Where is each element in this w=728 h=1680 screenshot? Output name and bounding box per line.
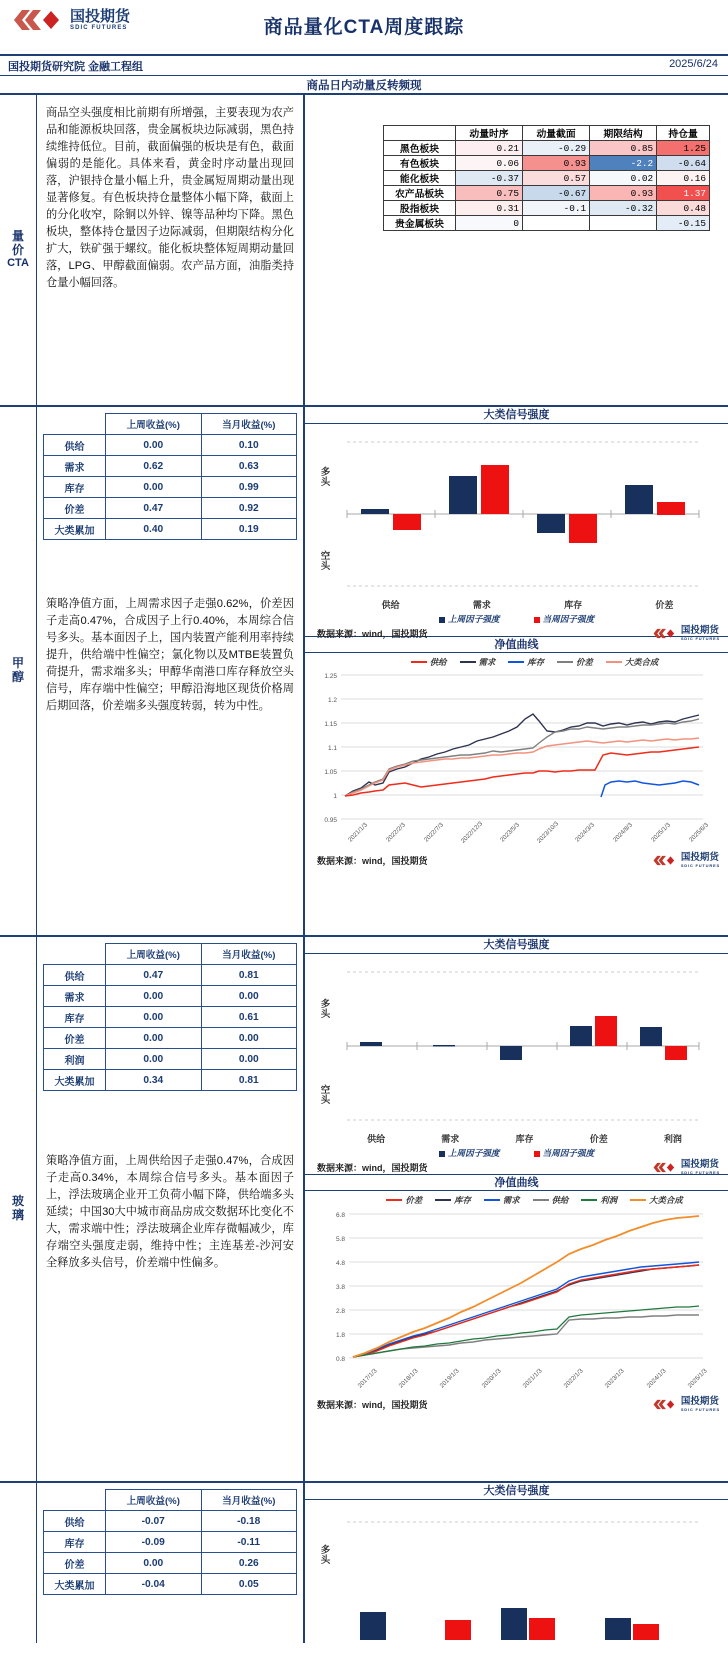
section-category-label — [0, 95, 37, 405]
row-label: 贵金属板块 — [384, 216, 456, 231]
cell-value: 0.16 — [657, 171, 710, 186]
factor-matrix-cell — [305, 95, 728, 405]
cell-value: -2.2 — [590, 156, 657, 171]
table-row — [44, 1574, 297, 1595]
svg-text:3.8: 3.8 — [335, 1284, 345, 1291]
col-head-last-week: 上周收益(%) — [106, 414, 202, 435]
row-label: 库存 — [44, 477, 106, 498]
section-methanol — [0, 407, 728, 937]
table-row — [44, 1028, 297, 1049]
row-label: 库存 — [44, 1007, 106, 1028]
signal-chart-title: 大类信号强度 — [305, 1483, 728, 1500]
logo-text-en: SDIC FUTURES — [680, 1169, 720, 1175]
section-glass — [0, 937, 728, 1483]
cell-value: 1.37 — [657, 186, 710, 201]
cell-value: 0.62 — [106, 456, 202, 477]
factor-matrix-table — [383, 125, 710, 231]
cat-label: 库存 — [515, 1134, 534, 1144]
section-charts-cell — [305, 937, 728, 1481]
report-header — [0, 0, 728, 56]
table-row — [384, 186, 710, 201]
signal-chart-legend — [305, 1145, 728, 1159]
table-row — [384, 156, 710, 171]
signal-chart-partial — [305, 1500, 728, 1640]
legend-item-thisweek — [534, 1147, 595, 1159]
cell-value: -0.11 — [201, 1532, 297, 1553]
report-date: 2025/6/24 — [669, 58, 718, 70]
row-label: 大类累加 — [44, 1574, 106, 1595]
data-source-label: 数据来源：wind，国投期货 — [317, 855, 428, 866]
cell-value: 0.93 — [590, 186, 657, 201]
logo-text-en: SDIC FUTURES — [680, 1406, 720, 1412]
x-tick: 2022/1/3 — [562, 1367, 585, 1390]
col-head-this-month: 当月收益(%) — [201, 414, 297, 435]
nv-chart-source-row — [305, 852, 728, 870]
cell-value: 0.47 — [106, 965, 202, 986]
logo-diamond-icon — [652, 1399, 678, 1410]
table-row — [44, 456, 297, 477]
svg-text:2.8: 2.8 — [335, 1308, 345, 1315]
cat-label: 价差 — [589, 1134, 608, 1144]
x-tick: 2022/12/3 — [459, 820, 484, 845]
section-paragraph: 策略净值方面，上周需求因子走强0.62%，价差因子走高0.47%，合成因子上行0.40%，本周综合信号多头。基本面因子上，国内装置产能利用率持续提升，供给端中性偏空；氯化物以及MTBE装置负荷提升，需求端多头；甲醇华南港口库存释放空头信号，库存端中性偏空；甲醇沿海地区现货价格周后期回落，价差端多头强度转弱，转为中性。 — [46, 598, 294, 713]
cell-value: 0.57 — [523, 171, 590, 186]
cell-value: 0.92 — [201, 498, 297, 519]
nv-line-svg — [305, 1207, 715, 1375]
section-category-label — [0, 1483, 37, 1643]
table-row — [44, 986, 297, 1007]
x-tick: 2021/1/3 — [346, 821, 369, 844]
col-head-open-interest: 持仓量 — [657, 126, 710, 141]
cat-label: 供给 — [381, 600, 400, 610]
data-source-label: 数据来源：wind，国投期货 — [317, 628, 428, 639]
table-row — [44, 498, 297, 519]
row-label: 需求 — [44, 456, 106, 477]
row-label: 价差 — [44, 1028, 106, 1049]
col-head-momentum-ts: 动量时序 — [456, 126, 523, 141]
legend-label: 当周因子强度 — [542, 614, 595, 624]
col-head-last-week: 上周收益(%) — [106, 1490, 202, 1511]
legend-label: 利润 — [600, 1195, 618, 1205]
x-tick: 2021/1/3 — [521, 1367, 544, 1390]
x-tick: 2022/2/3 — [384, 821, 407, 844]
cell-value: -0.37 — [456, 171, 523, 186]
cell-value: 0.21 — [456, 141, 523, 156]
page-title: 商品量化CTA周度跟踪 — [263, 17, 465, 38]
legend-item — [630, 1194, 683, 1206]
table-header-row — [44, 1490, 297, 1511]
legend-item-lastweek — [439, 613, 500, 625]
x-tick: 2023/5/3 — [498, 821, 521, 844]
cell-value: 0.00 — [106, 1553, 202, 1574]
row-label: 农产品板块 — [384, 186, 456, 201]
report-banner: 商品日内动量反转频现 — [0, 76, 728, 95]
company-logo-small — [652, 1160, 720, 1175]
cell-value: 0.00 — [201, 986, 297, 1007]
row-label: 价差 — [44, 498, 106, 519]
axis-label-long: 多头 — [320, 999, 331, 1020]
company-logo-small — [652, 853, 720, 868]
col-head-this-month: 当月收益(%) — [201, 1490, 297, 1511]
nv-chart-legend — [305, 1191, 728, 1207]
signal-chart-methanol — [305, 424, 728, 641]
row-label: 利润 — [44, 1049, 106, 1070]
svg-text:1.05: 1.05 — [324, 769, 337, 776]
cell-value: 0 — [456, 216, 523, 231]
svg-text:1.25: 1.25 — [324, 673, 337, 680]
signal-bar-svg — [305, 954, 715, 1136]
col-head-blank — [44, 414, 106, 435]
cell-value: 0.48 — [657, 201, 710, 216]
cat-char: CTA — [7, 257, 29, 270]
svg-text:1.1: 1.1 — [327, 745, 337, 752]
row-label: 股指板块 — [384, 201, 456, 216]
section-paragraph: 商品空头强度相比前期有所增强，主要表现为农产品和能源板块回落，贵金属板块边际减弱，黑色持续维持低位。目前，截面偏强的板块是有色，截面偏弱的是能化。具体来看，黄金时序动量出现回落，沪银持仓量小幅上升，贵金属短周期动量出现显著修复。有色板块持仓量整体小幅下降，截面上的分化收窄，除铜以外锌、镍等品种均下降。黑色板块，整体持仓量因子边际减弱，但期限结构分化扩大，铁矿强于螺纹。能化板块整体短周期动量回落，LPG、甲醇截面偏弱。农产品方面，油脂类持仓量小幅回落。 — [46, 107, 294, 290]
cell-value: 0.10 — [201, 435, 297, 456]
row-label: 大类累加 — [44, 519, 106, 540]
row-label: 价差 — [44, 1553, 106, 1574]
legend-label: 大类合成 — [624, 657, 659, 667]
legend-label: 大类合成 — [649, 1195, 683, 1205]
cell-value: -0.29 — [523, 141, 590, 156]
cell-value: 0.05 — [201, 1574, 297, 1595]
cat-label: 库存 — [564, 600, 583, 610]
cat-char: 璃 — [11, 1208, 24, 1222]
nv-chart-methanol — [305, 653, 728, 905]
cell-value: 0.61 — [201, 1007, 297, 1028]
section-charts-cell — [305, 1483, 728, 1643]
legend-label: 价差 — [405, 1195, 423, 1205]
legend-item — [606, 656, 659, 668]
cell-value: 0.63 — [201, 456, 297, 477]
table-row — [384, 171, 710, 186]
cell-value: -0.07 — [106, 1511, 202, 1532]
cat-char: 甲 — [11, 656, 24, 671]
col-head-term-structure: 期限结构 — [590, 126, 657, 141]
logo-text-en: SDIC FUTURES — [70, 25, 128, 31]
table-row — [44, 1553, 297, 1574]
nv-chart-xticks — [305, 1367, 728, 1390]
cell-value: -0.1 — [523, 201, 590, 216]
legend-item-thisweek — [534, 613, 595, 625]
legend-item-lastweek — [439, 1147, 500, 1159]
data-source-label: 数据来源：wind，国投期货 — [317, 1399, 428, 1410]
x-tick: 2024/3/3 — [574, 821, 597, 844]
signal-chart-title: 大类信号强度 — [305, 407, 728, 424]
nv-chart-glass — [305, 1191, 728, 1449]
cell-value: 0.00 — [106, 435, 202, 456]
cell-value: 0.00 — [106, 1007, 202, 1028]
axis-label-short: 空头 — [320, 1085, 331, 1106]
cell-value: 0.85 — [590, 141, 657, 156]
col-head-momentum-cs: 动量截面 — [523, 126, 590, 141]
legend-label: 价差 — [576, 657, 593, 667]
table-row — [384, 141, 710, 156]
svg-text:5.8: 5.8 — [335, 1236, 345, 1243]
col-head-last-week: 上周收益(%) — [106, 944, 202, 965]
nv-chart-source-row — [305, 1396, 728, 1414]
section-left-cell — [37, 1483, 305, 1643]
logo-diamond-icon — [652, 855, 678, 866]
table-row — [384, 201, 710, 216]
x-tick: 2019/1/3 — [439, 1367, 462, 1390]
section-category-label — [0, 407, 37, 935]
section-charts-cell — [305, 407, 728, 935]
cell-value: 0.34 — [106, 1070, 202, 1091]
nv-line-svg — [305, 669, 715, 829]
x-tick: 2025/1/3 — [686, 1367, 709, 1390]
legend-label: 需求 — [502, 1195, 520, 1205]
signal-chart-source-row — [305, 625, 728, 643]
signal-chart-legend — [305, 611, 728, 625]
section-left-cell — [37, 937, 305, 1481]
legend-label: 库存 — [527, 657, 544, 667]
signal-bar-svg — [305, 424, 715, 602]
signal-chart-title: 大类信号强度 — [305, 937, 728, 954]
cell-value — [590, 216, 657, 231]
legend-label: 需求 — [478, 657, 496, 667]
table-header-row — [384, 126, 710, 141]
legend-item — [557, 656, 593, 668]
nv-chart-legend — [305, 653, 728, 669]
department-label: 国投期货研究院 金融工程组 — [8, 61, 144, 73]
cell-value: -0.04 — [106, 1574, 202, 1595]
legend-label: 供给 — [429, 657, 447, 667]
cell-value: -0.15 — [657, 216, 710, 231]
legend-label: 供给 — [551, 1195, 569, 1205]
nv-chart-title: 净值曲线 — [305, 1174, 728, 1191]
legend-label: 上周因子强度 — [447, 1148, 500, 1158]
signal-chart-categories — [305, 1132, 728, 1145]
logo-text-en: SDIC FUTURES — [680, 635, 720, 641]
table-row — [44, 1511, 297, 1532]
cat-label: 需求 — [472, 600, 491, 610]
cat-char: 玻 — [11, 1194, 24, 1209]
table-row — [44, 1049, 297, 1070]
returns-table — [43, 1489, 297, 1595]
svg-text:0.95: 0.95 — [324, 817, 337, 824]
cell-value: 0.93 — [523, 156, 590, 171]
section-paragraph: 策略净值方面，上周供给因子走强0.47%，合成因子走高0.34%，本周综合信号多头。基本面因子上，浮法玻璃企业开工负荷小幅下降，供给端多头延续；中国30大中城市商品房成交数据环比变化不大，需求端中性；浮法玻璃企业库存微幅减少，库存端空头强度走弱，维持中性；主连基差-沙河安全释放多头信号，价差端中性偏多。 — [46, 1155, 294, 1270]
cell-value: 0.40 — [106, 519, 202, 540]
returns-table — [43, 413, 297, 540]
cell-value: -0.18 — [201, 1511, 297, 1532]
section-left-cell — [37, 407, 305, 935]
signal-bar-svg — [305, 1500, 715, 1640]
cell-value: 0.81 — [201, 1070, 297, 1091]
cell-value: 0.00 — [201, 1049, 297, 1070]
x-tick: 2018/1/3 — [397, 1367, 420, 1390]
cell-value: 0.31 — [456, 201, 523, 216]
logo-diamond-icon — [652, 628, 678, 639]
header-subrow — [0, 56, 728, 76]
table-row — [384, 216, 710, 231]
cat-char: 量 — [11, 228, 24, 243]
axis-label-long: 多头 — [320, 1545, 331, 1566]
cell-value — [523, 216, 590, 231]
logo-diamond-icon — [652, 1162, 678, 1173]
cell-value: 0.47 — [106, 498, 202, 519]
x-tick: 2024/8/3 — [612, 821, 635, 844]
legend-item — [581, 1194, 617, 1206]
legend-item — [460, 656, 496, 668]
company-logo-small — [652, 626, 720, 641]
logo-text-en: SDIC FUTURES — [680, 862, 720, 868]
x-tick: 2024/1/3 — [645, 1367, 668, 1390]
x-tick: 2020/1/3 — [480, 1367, 503, 1390]
table-row — [44, 1532, 297, 1553]
nv-chart-title: 净值曲线 — [305, 636, 728, 653]
cat-label: 利润 — [663, 1134, 682, 1144]
col-head-blank — [384, 126, 456, 141]
svg-text:1.8: 1.8 — [335, 1332, 345, 1339]
cat-char: 醇 — [11, 670, 24, 684]
svg-text:1.2: 1.2 — [327, 697, 337, 704]
cell-value: -0.67 — [523, 186, 590, 201]
x-tick: 2023/1/3 — [603, 1367, 626, 1390]
svg-text:0.8: 0.8 — [335, 1356, 345, 1363]
cell-value: 0.00 — [201, 1028, 297, 1049]
cell-value: 1.25 — [657, 141, 710, 156]
table-header-row — [44, 944, 297, 965]
cell-value: 0.00 — [106, 1028, 202, 1049]
row-label: 有色板块 — [384, 156, 456, 171]
row-label: 供给 — [44, 435, 106, 456]
table-row — [44, 435, 297, 456]
x-tick: 2025/6/3 — [688, 821, 711, 844]
cell-value: -0.32 — [590, 201, 657, 216]
section-liangjia-cta — [0, 95, 728, 407]
x-tick: 2017/1/3 — [356, 1367, 379, 1390]
logo-text-cn: 国投期货 — [680, 1159, 719, 1170]
legend-item — [386, 1194, 422, 1206]
row-label: 需求 — [44, 986, 106, 1007]
table-row — [44, 965, 297, 986]
axis-label-long: 多头 — [320, 467, 331, 488]
logo-text-cn: 国投期货 — [680, 625, 719, 636]
cat-label: 需求 — [441, 1134, 460, 1144]
cell-value: 0.00 — [106, 477, 202, 498]
legend-item — [435, 1194, 471, 1206]
section-category-label — [0, 937, 37, 1481]
logo-text-cn: 国投期货 — [680, 852, 719, 863]
section-next-partial — [0, 1483, 728, 1643]
cat-label: 价差 — [655, 600, 674, 610]
col-head-this-month: 当月收益(%) — [201, 944, 297, 965]
x-tick: 2025/1/3 — [650, 821, 673, 844]
signal-chart-glass — [305, 954, 728, 1174]
company-logo-small — [652, 1397, 720, 1412]
table-row — [44, 519, 297, 540]
legend-item — [484, 1194, 520, 1206]
row-label: 供给 — [44, 1511, 106, 1532]
table-row — [44, 1070, 297, 1091]
col-head-blank — [44, 1490, 106, 1511]
section-text-cell — [37, 95, 305, 405]
table-header-row — [44, 414, 297, 435]
cell-value: 0.81 — [201, 965, 297, 986]
row-label: 库存 — [44, 1532, 106, 1553]
cell-value: 0.00 — [106, 1049, 202, 1070]
legend-label: 库存 — [454, 1195, 471, 1205]
cell-value: 0.75 — [456, 186, 523, 201]
row-label: 黑色板块 — [384, 141, 456, 156]
logo-text-cn: 国投期货 — [70, 8, 131, 25]
returns-table — [43, 943, 297, 1091]
logo-text-cn: 国投期货 — [680, 1396, 719, 1407]
cat-char: 价 — [11, 242, 24, 257]
signal-chart-categories — [305, 598, 728, 611]
legend-item — [533, 1194, 569, 1206]
cat-label: 供给 — [367, 1134, 386, 1144]
legend-item — [411, 656, 447, 668]
col-head-blank — [44, 944, 106, 965]
x-tick: 2022/7/3 — [422, 821, 445, 844]
row-label: 能化板块 — [384, 171, 456, 186]
svg-text:4.8: 4.8 — [335, 1260, 345, 1267]
legend-item — [508, 656, 544, 668]
cell-value: 0.99 — [201, 477, 297, 498]
cell-value: 0.02 — [590, 171, 657, 186]
signal-chart-source-row — [305, 1159, 728, 1177]
row-label: 供给 — [44, 965, 106, 986]
axis-label-short: 空头 — [320, 551, 331, 572]
row-label: 大类累加 — [44, 1070, 106, 1091]
cell-value: -0.09 — [106, 1532, 202, 1553]
table-row — [44, 1007, 297, 1028]
data-source-label: 数据来源：wind，国投期货 — [317, 1162, 428, 1173]
cell-value: 0.26 — [201, 1553, 297, 1574]
cell-value: -0.64 — [657, 156, 710, 171]
svg-text:1.15: 1.15 — [324, 721, 337, 728]
svg-text:6.8: 6.8 — [335, 1212, 345, 1219]
cell-value: 0.06 — [456, 156, 523, 171]
legend-label: 上周因子强度 — [447, 614, 500, 624]
cell-value: 0.19 — [201, 519, 297, 540]
table-row — [44, 477, 297, 498]
cell-value: 0.00 — [106, 986, 202, 1007]
svg-text:1: 1 — [333, 793, 337, 800]
x-tick: 2023/10/3 — [535, 820, 560, 845]
legend-label: 当周因子强度 — [542, 1148, 595, 1158]
